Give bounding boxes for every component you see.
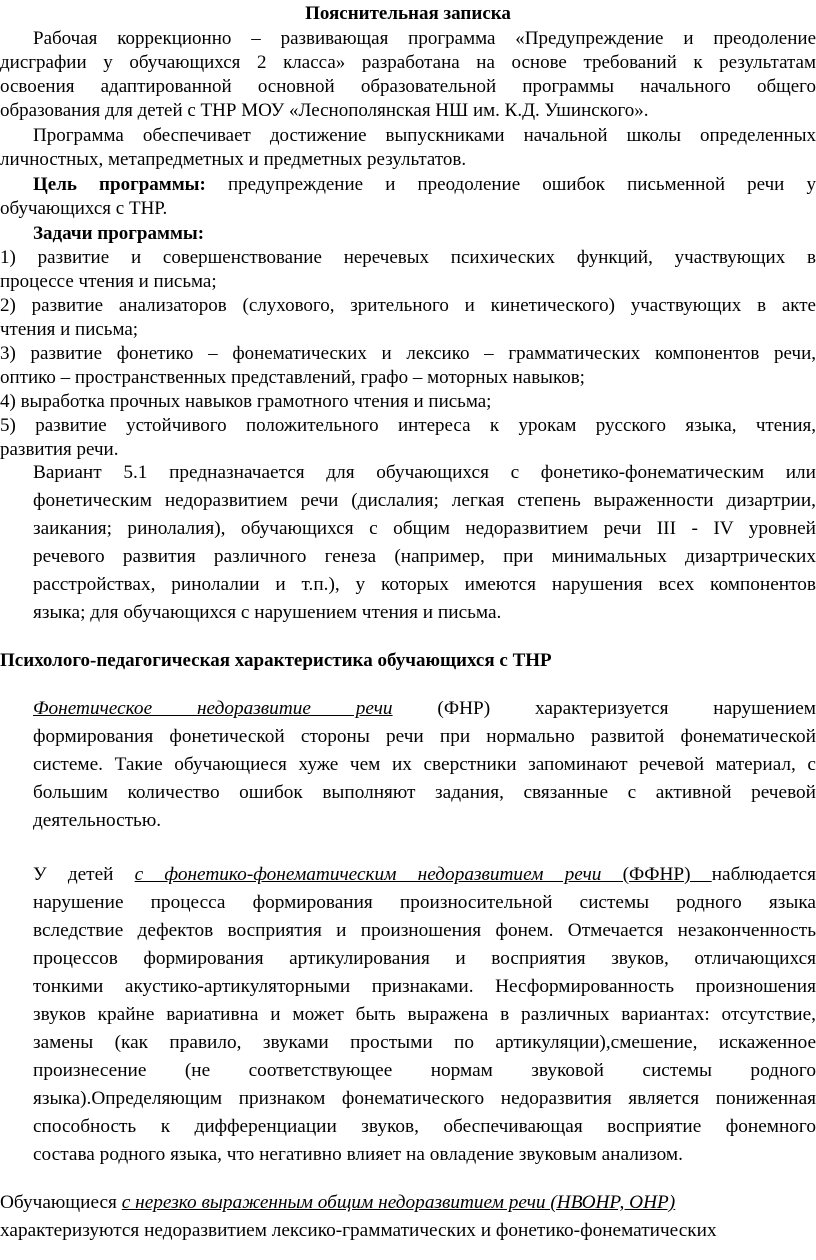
goal-text: предупреждение и преодоление ошибок письменной речи у	[205, 174, 816, 195]
ffnr-abbr: (ФФНР)	[601, 864, 712, 885]
ffnr-line-2: нарушение процесса формирования произносительной системы родного языка	[33, 892, 816, 913]
fnr-line-2: формирования фонетической стороны речи при нормально развитой фонематической	[33, 726, 816, 747]
ffnr-line-1	[33, 863, 816, 887]
tasks-label: Задачи программы:	[33, 223, 205, 244]
ffnr-prefix: У детей	[33, 864, 135, 885]
variant-line-3: заикания; ринолалия), обучающихся с общим недоразвитием речи III - IV уровней	[33, 518, 816, 539]
intro-line-3: освоения адаптированной основной образовательной программы начального общего	[0, 76, 816, 97]
ffnr-line-11: состава родного языка, что негативно влияет на овладение звуковым анализом.	[33, 1144, 683, 1165]
results-line-1: Программа обеспечивает достижение выпускниками начальной школы определенных	[33, 125, 816, 146]
goal-line-1	[33, 173, 816, 197]
intro-line-2: дисграфии у обучающихся 2 класса» разработана на основе требований к результатам	[0, 52, 816, 73]
task-3-line-1: 3) развитие фонетико – фонематических и лексико – грамматических компонентов речи,	[0, 343, 816, 364]
task-5-line-1: 5) развитие устойчивого положительного интереса к урокам русского языка, чтения,	[0, 415, 816, 436]
fnr-line-1	[33, 697, 816, 721]
variant-line-1: Вариант 5.1 предназначается для обучающихся с фонетико-фонематическим или	[33, 462, 816, 483]
variant-line-4: речевого развития различного генеза (например, при минимальных дизартрических	[33, 546, 816, 567]
fnr-line-3: системе. Такие обучающиеся хуже чем их сверстники запоминают речевой материал, с	[33, 754, 816, 775]
ffnr-line-7: замены (как правило, звуками простыми по артикуляции),смешение, искаженное	[33, 1032, 816, 1053]
ffnr-line-4: процессов формирования артикулирования и восприятия звуков, отличающихся	[33, 948, 816, 969]
task-1-line-2: процессе чтения и письма;	[0, 271, 217, 292]
ffnr-line-1-rest: наблюдается	[711, 864, 816, 885]
results-line-2: личностных, метапредметных и предметных результатов.	[0, 149, 467, 170]
fnr-line-1-rest: (ФНР) характеризуется нарушением	[392, 698, 816, 719]
section-heading: Психолого-педагогическая характеристика обучающихся с ТНР	[0, 650, 552, 671]
ffnr-term: с фонетико-фонематическим недоразвитием речи	[134, 864, 602, 885]
fnr-line-5: деятельностью.	[33, 810, 162, 831]
variant-line-2: фонетическим недоразвитием речи (дислалия; легкая степень выраженности дизартрии,	[33, 490, 816, 511]
fnr-term: Фонетическое недоразвитие речи	[33, 698, 393, 719]
task-2-line-1: 2) развитие анализаторов (слухового, зрительного и кинетического) участвующих в акте	[0, 295, 816, 316]
nvonr-line-2: характеризуются недоразвитием лексико-грамматических и фонетико-фонематических	[0, 1220, 717, 1241]
task-4-line: 4) выработка прочных навыков грамотного чтения и письма;	[0, 391, 492, 412]
ffnr-line-6: звуков крайне вариативна и может быть выражена в различных вариантах: отсутствие,	[33, 1004, 816, 1025]
intro-line-1: Рабочая коррекционно – развивающая программа «Предупреждение и преодоление	[33, 28, 816, 49]
goal-line-2: обучающихся с ТНР.	[0, 198, 168, 219]
ffnr-line-5: тонкими акустико-артикуляторными признаками. Несформированность произношения	[33, 976, 816, 997]
goal-label: Цель программы:	[33, 174, 206, 195]
variant-line-6: языка; для обучающихся с нарушением чтения и письма.	[33, 602, 502, 623]
fnr-line-4: большим количество ошибок выполняют задания, связанные с активной речевой	[33, 782, 816, 803]
nvonr-term: с нерезко выраженным общим недоразвитием речи (НВОНР, ОНР)	[121, 1192, 676, 1213]
ffnr-line-8: произнесение (не соответствующее нормам звуковой системы родного	[33, 1060, 816, 1081]
page-title: Пояснительная записка	[305, 3, 511, 24]
task-1-line-1: 1) развитие и совершенствование неречевых психических функций, участвующих в	[0, 247, 816, 268]
ffnr-line-9: языка).Определяющим признаком фонематического недоразвития является пониженная	[33, 1088, 816, 1109]
intro-line-4: образования для детей с ТНР МОУ «Леснополянская НШ им. К.Д. Ушинского».	[0, 100, 649, 121]
task-2-line-2: чтения и письма;	[0, 319, 139, 340]
task-3-line-2: оптико – пространственных представлений, графо – моторных навыков;	[0, 367, 585, 388]
ffnr-line-3: вследствие дефектов восприятия и произношения фонем. Отмечается незаконченность	[33, 920, 816, 941]
variant-line-5: расстройствах, ринолалии и т.п.), у которых имеются нарушения всех компонентов	[33, 574, 816, 595]
nvonr-prefix: Обучающиеся	[0, 1192, 122, 1213]
nvonr-line-1	[0, 1191, 816, 1215]
task-5-line-2: развития речи.	[0, 439, 119, 460]
ffnr-line-10: способность к дифференциации звуков, обеспечивающая восприятие фонемного	[33, 1116, 816, 1137]
